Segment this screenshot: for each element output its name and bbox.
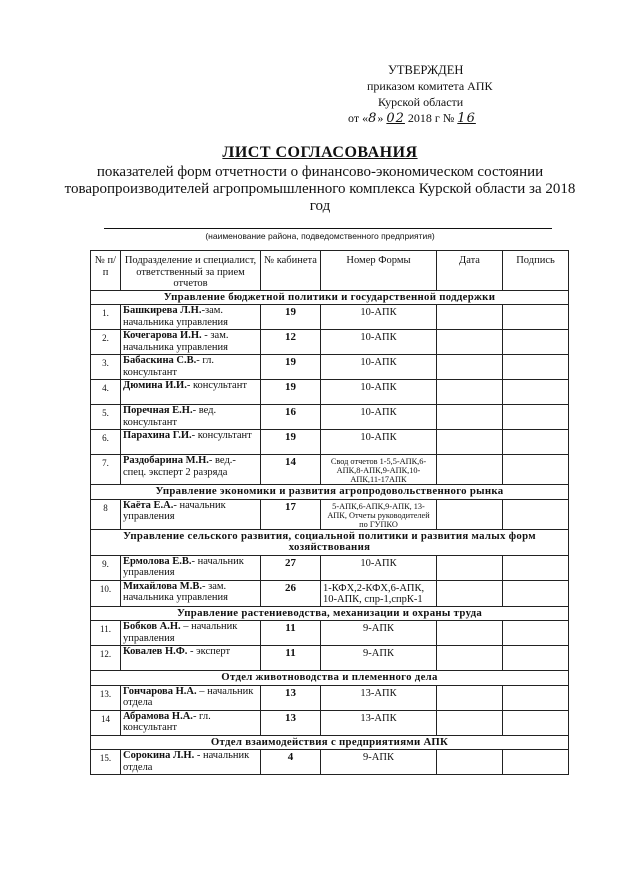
room-number: 27 bbox=[261, 555, 321, 580]
room-number: 19 bbox=[261, 380, 321, 405]
room-number: 19 bbox=[261, 430, 321, 455]
specialist-name: Каёта Е.А. bbox=[123, 499, 174, 511]
date-cell[interactable] bbox=[437, 646, 503, 671]
section-header-row bbox=[91, 290, 569, 305]
room-number: 17 bbox=[261, 499, 321, 529]
specialist-position: - зам. начальника управления bbox=[123, 580, 228, 603]
table-row bbox=[91, 405, 569, 430]
table-row bbox=[91, 455, 569, 485]
section-header-row bbox=[91, 735, 569, 750]
document-subtitle: показателей форм отчетности о финансово-экономическом состоянии товаропроизводителей агропромышленного комплекса Курской области за 2018 год bbox=[64, 164, 576, 214]
row-number: 3. bbox=[91, 355, 121, 380]
form-number: 9-АПК bbox=[321, 621, 437, 646]
date-cell[interactable] bbox=[437, 685, 503, 710]
table-header-row bbox=[91, 251, 569, 291]
specialist-cell bbox=[121, 555, 261, 580]
section-title: Управление экономики и развития агропродовольственного рынка bbox=[91, 485, 569, 500]
date-cell[interactable] bbox=[437, 430, 503, 455]
specialist-name: Михайлова М.В. bbox=[123, 580, 202, 592]
approval-block bbox=[340, 62, 530, 127]
document-title: ЛИСТ СОГЛАСОВАНИЯ bbox=[222, 144, 418, 161]
specialist-cell bbox=[121, 355, 261, 380]
section-header-row bbox=[91, 485, 569, 500]
date-cell[interactable] bbox=[437, 380, 503, 405]
form-number: 10-АПК bbox=[321, 330, 437, 355]
room-number: 12 bbox=[261, 330, 321, 355]
specialist-cell bbox=[121, 405, 261, 430]
header-department: Подразделение и специалист, ответственный за прием отчетов bbox=[121, 251, 261, 291]
row-number: 10. bbox=[91, 580, 121, 606]
room-number: 16 bbox=[261, 405, 321, 430]
row-number: 7. bbox=[91, 455, 121, 485]
table-row bbox=[91, 555, 569, 580]
signature-cell[interactable] bbox=[503, 750, 569, 775]
row-number: 6. bbox=[91, 430, 121, 455]
room-number: 4 bbox=[261, 750, 321, 775]
form-number: 9-АПК bbox=[321, 750, 437, 775]
room-number: 11 bbox=[261, 646, 321, 671]
specialist-name: Раздобарина М.Н. bbox=[123, 455, 209, 466]
date-cell[interactable] bbox=[437, 405, 503, 430]
section-title: Управление бюджетной политики и государственной поддержки bbox=[91, 290, 569, 305]
specialist-name: Кочегарова И.Н. bbox=[123, 330, 202, 341]
specialist-name: Башкирева Л.Н. bbox=[123, 305, 202, 316]
specialist-name: Абрамова Н.А. bbox=[123, 710, 193, 722]
specialist-cell bbox=[121, 305, 261, 330]
row-number: 9. bbox=[91, 555, 121, 580]
approval-table bbox=[90, 250, 569, 775]
signature-cell[interactable] bbox=[503, 430, 569, 455]
table-row bbox=[91, 685, 569, 710]
signature-cell[interactable] bbox=[503, 646, 569, 671]
form-number: 10-АПК bbox=[321, 305, 437, 330]
specialist-position: - начальник управления bbox=[123, 555, 244, 578]
table-row bbox=[91, 380, 569, 405]
date-cell[interactable] bbox=[437, 750, 503, 775]
section-title: Управление сельского развития, социальной политики и развития малых форм хозяйствования bbox=[91, 529, 569, 555]
section-title: Отдел взаимодействия с предприятиями АПК bbox=[91, 735, 569, 750]
specialist-cell bbox=[121, 750, 261, 775]
date-cell[interactable] bbox=[437, 305, 503, 330]
specialist-cell bbox=[121, 646, 261, 671]
room-number: 19 bbox=[261, 355, 321, 380]
specialist-name: Парахина Г.И. bbox=[123, 430, 192, 441]
table-row bbox=[91, 710, 569, 735]
form-number: 10-АПК bbox=[321, 380, 437, 405]
form-number: 10-АПК bbox=[321, 405, 437, 430]
signature-cell[interactable] bbox=[503, 555, 569, 580]
signature-cell[interactable] bbox=[503, 405, 569, 430]
blank-field-line bbox=[104, 228, 552, 229]
form-number: 13-АПК bbox=[321, 710, 437, 735]
specialist-cell bbox=[121, 710, 261, 735]
specialist-position: - начальник управления bbox=[123, 499, 226, 522]
handwritten-day: 8 bbox=[368, 111, 378, 126]
approval-region-line: Курской области bbox=[378, 95, 464, 109]
row-number: 4. bbox=[91, 380, 121, 405]
specialist-name: Дюмина И.И. bbox=[123, 380, 187, 391]
row-number: 11. bbox=[91, 621, 121, 646]
date-cell[interactable] bbox=[437, 555, 503, 580]
date-prefix: от « bbox=[348, 111, 369, 125]
specialist-position: – начальник управления bbox=[123, 621, 238, 644]
section-title: Управление растениеводства, механизации и охраны труда bbox=[91, 606, 569, 621]
table-row bbox=[91, 330, 569, 355]
form-number: Свод отчетов 1-5,5-АПК,6-АПК,8-АПК,9-АПК,10-АПК,11-17АПК bbox=[321, 455, 437, 485]
specialist-name: Ковалев Н.Ф. bbox=[123, 646, 188, 657]
date-cell[interactable] bbox=[437, 355, 503, 380]
specialist-name: Ермолова Е.В. bbox=[123, 555, 192, 567]
specialist-position: - вед.-спец. эксперт 2 разряда bbox=[123, 455, 236, 478]
table-row bbox=[91, 621, 569, 646]
section-header-row bbox=[91, 606, 569, 621]
specialist-cell bbox=[121, 455, 261, 485]
approval-title: УТВЕРЖДЕН bbox=[388, 63, 464, 77]
specialist-position: - гл. консультант bbox=[123, 710, 211, 733]
signature-cell[interactable] bbox=[503, 380, 569, 405]
table-row bbox=[91, 646, 569, 671]
specialist-position: - консультант bbox=[191, 430, 252, 441]
room-number: 14 bbox=[261, 455, 321, 485]
section-header-row bbox=[91, 671, 569, 686]
date-mid: » bbox=[377, 111, 384, 125]
specialist-cell bbox=[121, 685, 261, 710]
signature-cell[interactable] bbox=[503, 710, 569, 735]
specialist-cell bbox=[121, 499, 261, 529]
form-number: 13-АПК bbox=[321, 685, 437, 710]
row-number: 15. bbox=[91, 750, 121, 775]
specialist-name: Поречная Е.Н. bbox=[123, 405, 193, 416]
section-title: Отдел животноводства и племенного дела bbox=[91, 671, 569, 686]
section-header-row bbox=[91, 529, 569, 555]
date-cell[interactable] bbox=[437, 621, 503, 646]
specialist-position: -зам. начальника управления bbox=[123, 305, 228, 328]
specialist-position: - консультант bbox=[186, 380, 247, 391]
specialist-cell bbox=[121, 330, 261, 355]
table-row bbox=[91, 499, 569, 529]
form-number: 1-КФХ,2-КФХ,6-АПК, 10-АПК, спр-1,спрК-1 bbox=[321, 580, 437, 606]
signature-cell[interactable] bbox=[503, 685, 569, 710]
specialist-cell bbox=[121, 621, 261, 646]
form-number: 10-АПК bbox=[321, 430, 437, 455]
row-number: 1. bbox=[91, 305, 121, 330]
specialist-position: - зам. начальника управления bbox=[123, 330, 229, 353]
table-row bbox=[91, 355, 569, 380]
approval-date-line bbox=[340, 110, 530, 127]
room-number: 19 bbox=[261, 305, 321, 330]
signature-cell[interactable] bbox=[503, 499, 569, 529]
room-number: 11 bbox=[261, 621, 321, 646]
form-number: 10-АПК bbox=[321, 355, 437, 380]
specialist-cell bbox=[121, 430, 261, 455]
date-cell[interactable] bbox=[437, 330, 503, 355]
signature-cell[interactable] bbox=[503, 580, 569, 606]
row-number: 14 bbox=[91, 710, 121, 735]
specialist-position: - гл. консультант bbox=[123, 355, 214, 378]
specialist-name: Сорокина Л.Н. bbox=[123, 750, 195, 761]
specialist-position: – начальник отдела bbox=[123, 685, 254, 708]
date-cell[interactable] bbox=[437, 455, 503, 485]
specialist-name: Гончарова Н.А. bbox=[123, 685, 197, 697]
handwritten-order-number: 16 bbox=[457, 111, 476, 126]
year-text: 2018 г № bbox=[407, 111, 455, 125]
row-number: 2. bbox=[91, 330, 121, 355]
header-date: Дата bbox=[437, 251, 503, 291]
signature-cell[interactable] bbox=[503, 621, 569, 646]
approval-order-line: приказом комитета АПК bbox=[367, 79, 493, 93]
date-cell[interactable] bbox=[437, 710, 503, 735]
date-cell[interactable] bbox=[437, 580, 503, 606]
table-row bbox=[91, 430, 569, 455]
header-number: № п/п bbox=[91, 251, 121, 291]
table-row bbox=[91, 750, 569, 775]
row-number: 8 bbox=[91, 499, 121, 529]
table-row bbox=[91, 580, 569, 606]
specialist-name: Бобков А.Н. bbox=[123, 621, 181, 632]
signature-cell[interactable] bbox=[503, 355, 569, 380]
header-form: Номер Формы bbox=[321, 251, 437, 291]
specialist-cell bbox=[121, 380, 261, 405]
specialist-position: - начальник отдела bbox=[123, 750, 250, 773]
handwritten-month: 02 bbox=[386, 111, 405, 126]
header-signature: Подпись bbox=[503, 251, 569, 291]
date-cell[interactable] bbox=[437, 499, 503, 529]
row-number: 5. bbox=[91, 405, 121, 430]
specialist-position: - эксперт bbox=[187, 646, 231, 657]
room-number: 13 bbox=[261, 710, 321, 735]
field-caption: (наименование района, подведомственного предприятия) bbox=[205, 231, 435, 241]
room-number: 26 bbox=[261, 580, 321, 606]
specialist-name: Бабаскина С.В. bbox=[123, 355, 197, 366]
specialist-position: - вед. консультант bbox=[123, 405, 217, 428]
table-row bbox=[91, 305, 569, 330]
form-number: 9-АПК bbox=[321, 646, 437, 671]
room-number: 13 bbox=[261, 685, 321, 710]
form-number: 10-АПК bbox=[321, 555, 437, 580]
signature-cell[interactable] bbox=[503, 305, 569, 330]
specialist-cell bbox=[121, 580, 261, 606]
signature-cell[interactable] bbox=[503, 455, 569, 485]
row-number: 13. bbox=[91, 685, 121, 710]
signature-cell[interactable] bbox=[503, 330, 569, 355]
form-number: 5-АПК,6-АПК,9-АПК, 13-АПК, Отчеты руководителей по ГУПКО bbox=[321, 499, 437, 529]
row-number: 12. bbox=[91, 646, 121, 671]
header-room: № кабинета bbox=[261, 251, 321, 291]
